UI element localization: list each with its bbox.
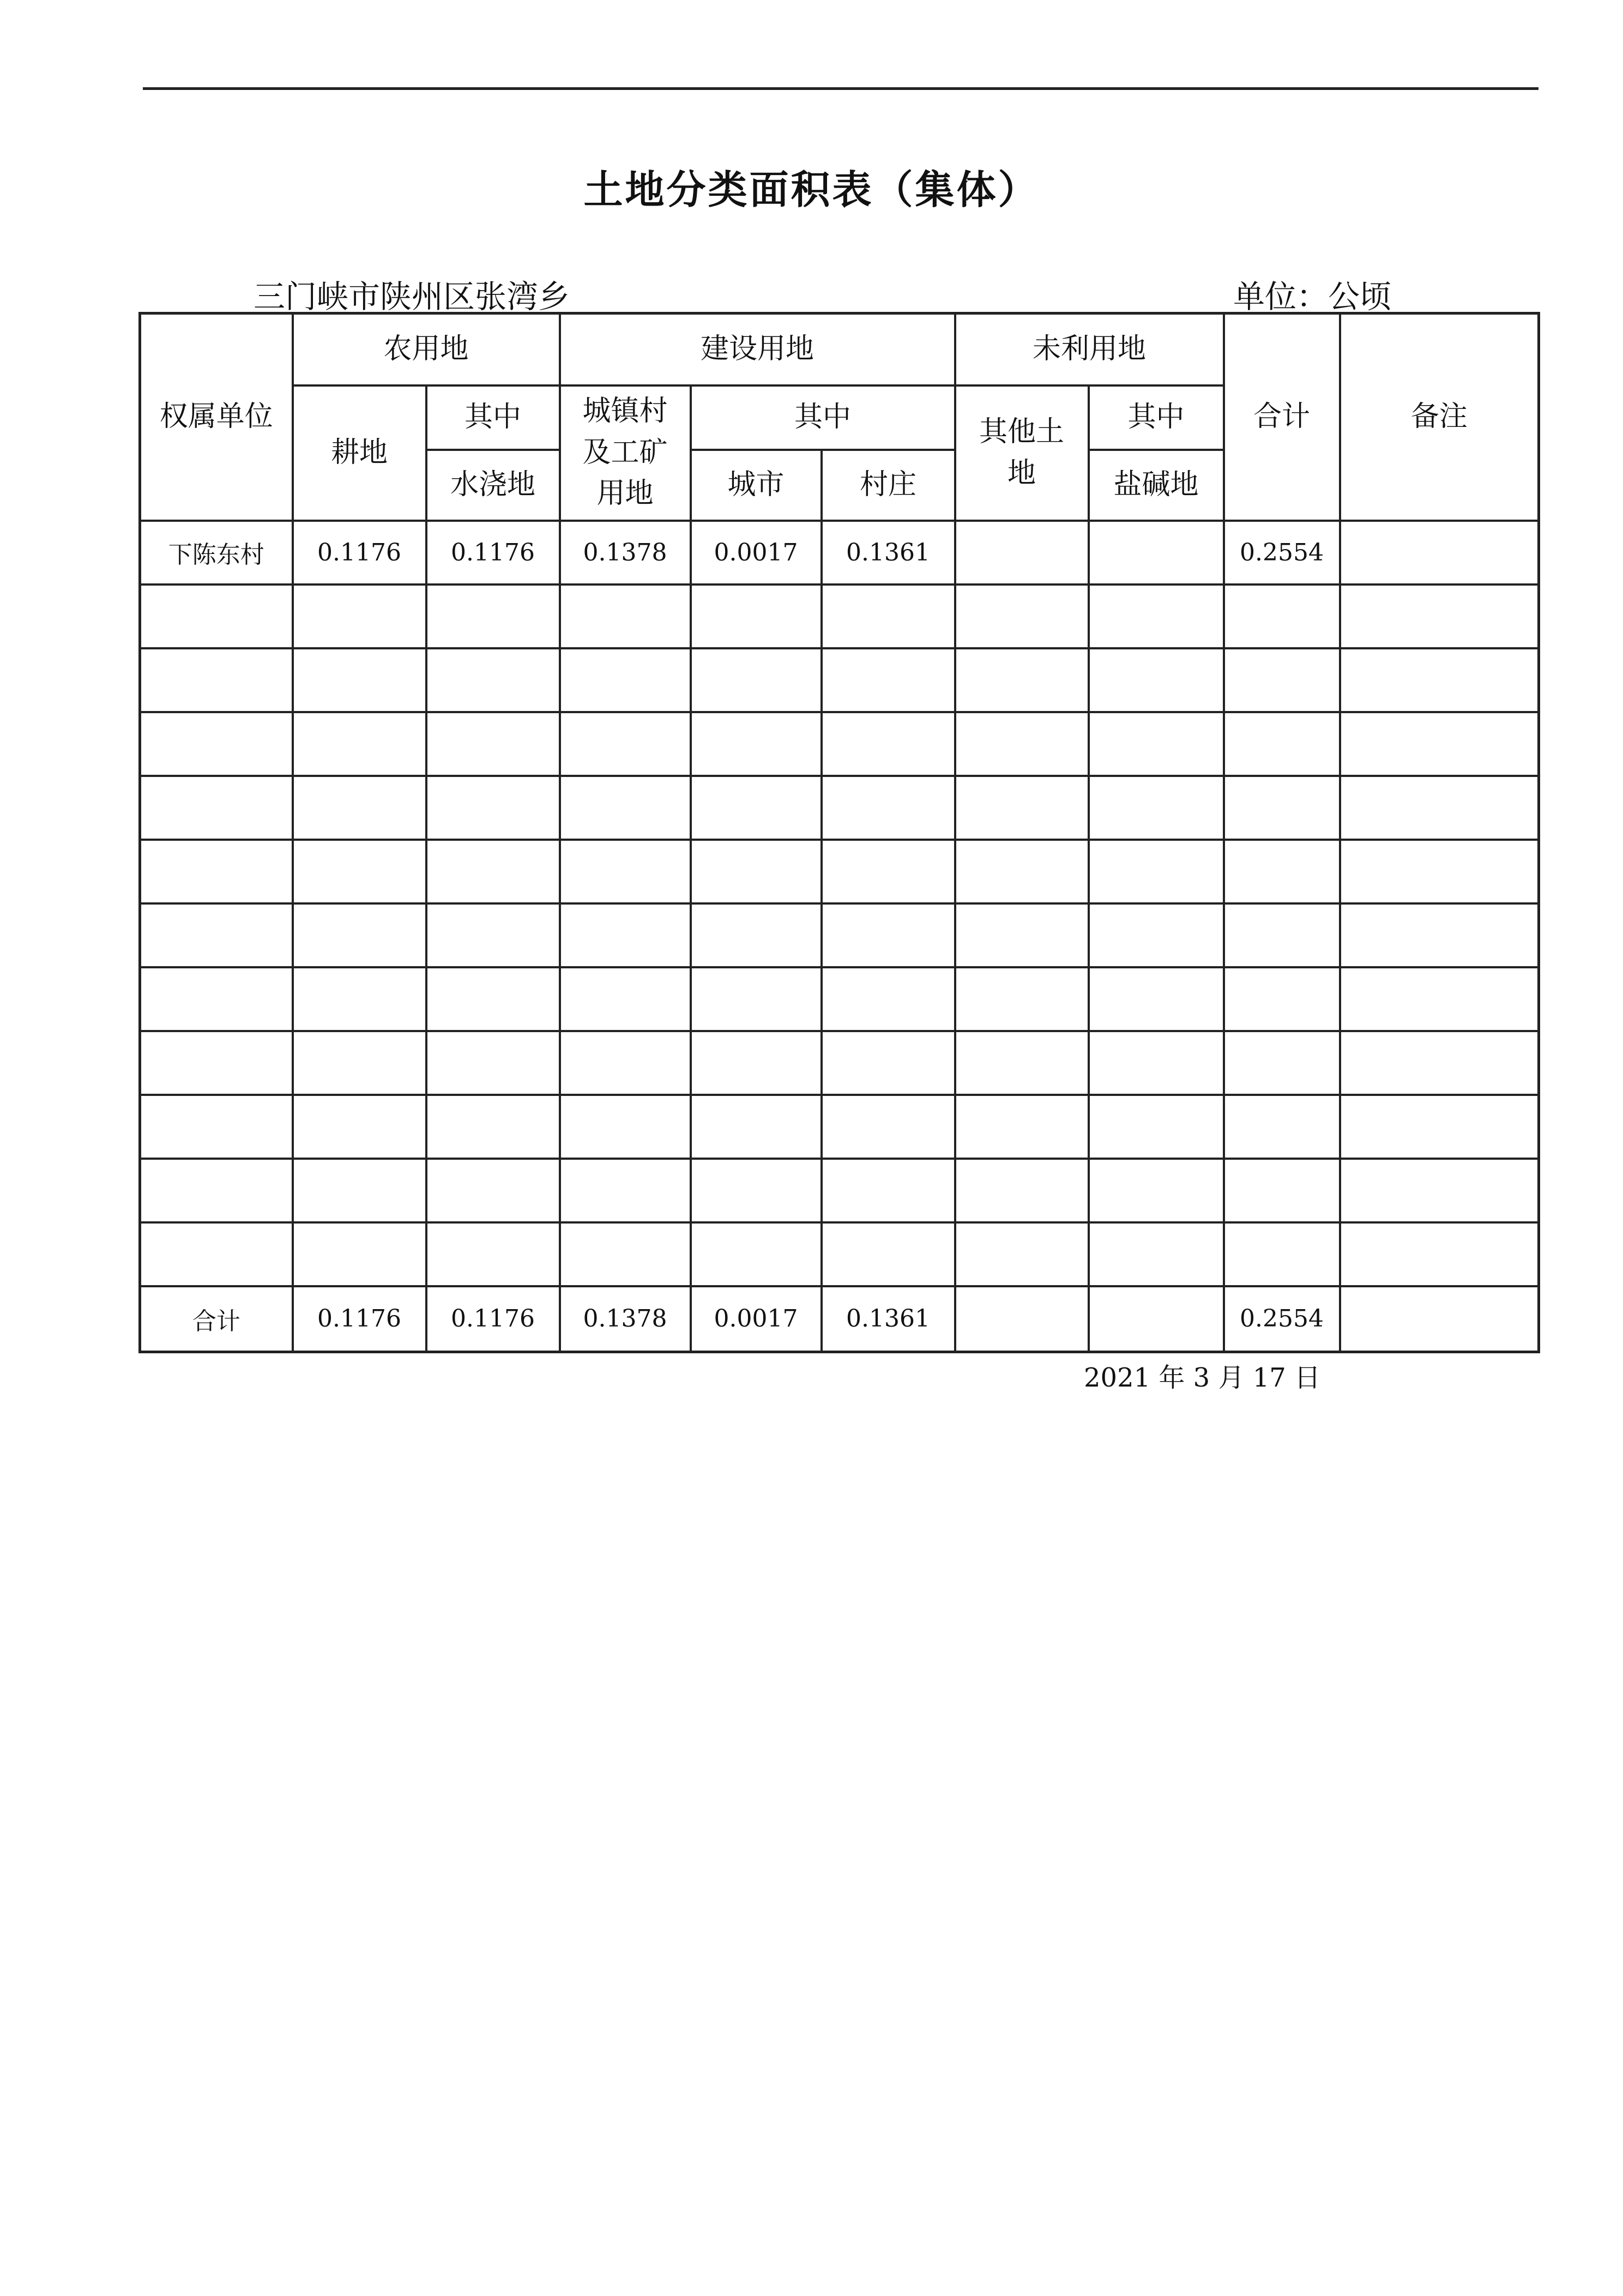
cell-city <box>691 840 822 903</box>
header-other-land-line-1: 其他土 <box>979 415 1065 449</box>
header-urban-village-mining-line-3: 用地 <box>596 477 654 510</box>
cell-total <box>1224 1095 1340 1159</box>
header-saline: 盐碱地 <box>1089 450 1224 521</box>
cell-irrigated <box>426 1159 560 1222</box>
header-owner: 权属单位 <box>140 314 293 521</box>
cell-saline <box>1089 584 1224 648</box>
total-remarks <box>1340 1286 1539 1352</box>
table-row <box>140 1095 1539 1159</box>
header-unused-of-which: 其中 <box>1089 385 1224 450</box>
cell-village <box>822 1159 955 1222</box>
header-agri-of-which: 其中 <box>426 385 560 450</box>
table-row <box>140 967 1539 1031</box>
total-total: 0.2554 <box>1224 1286 1340 1352</box>
cell-urban-village-mining <box>560 1159 691 1222</box>
header-urban-village-mining <box>560 385 691 521</box>
cell-irrigated <box>426 1222 560 1286</box>
cell-remarks <box>1340 1031 1539 1095</box>
cell-owner <box>140 584 293 648</box>
cell-city <box>691 903 822 967</box>
cell-urban-village-mining <box>560 840 691 903</box>
cell-owner <box>140 903 293 967</box>
cell-urban-village-mining <box>560 903 691 967</box>
cell-owner <box>140 840 293 903</box>
cell-village <box>822 712 955 776</box>
table-row <box>140 521 1539 584</box>
cell-saline <box>1089 1095 1224 1159</box>
cell-other-land <box>955 1031 1089 1095</box>
header-construction: 建设用地 <box>560 314 955 385</box>
cell-owner <box>140 776 293 840</box>
cell-other-land <box>955 648 1089 712</box>
cell-other-land <box>955 776 1089 840</box>
cell-irrigated <box>426 840 560 903</box>
cell-owner <box>140 712 293 776</box>
cell-irrigated: 0.1176 <box>426 521 560 584</box>
cell-remarks <box>1340 712 1539 776</box>
cell-city <box>691 1222 822 1286</box>
cell-city <box>691 712 822 776</box>
cell-city <box>691 1031 822 1095</box>
header-row-1 <box>140 314 1539 385</box>
header-village: 村庄 <box>822 450 955 521</box>
cell-remarks <box>1340 776 1539 840</box>
cell-village <box>822 840 955 903</box>
document-title: 土地分类面积表（集体） <box>583 167 1040 213</box>
cell-city <box>691 776 822 840</box>
header-agri: 农用地 <box>293 314 560 385</box>
total-city: 0.0017 <box>691 1286 822 1352</box>
cell-city <box>691 584 822 648</box>
total-row <box>140 1286 1539 1352</box>
cell-irrigated <box>426 1095 560 1159</box>
table-row <box>140 1031 1539 1095</box>
cell-cultivated <box>293 1222 426 1286</box>
cell-irrigated <box>426 776 560 840</box>
cell-urban-village-mining <box>560 712 691 776</box>
cell-cultivated: 0.1176 <box>293 521 426 584</box>
table-row <box>140 712 1539 776</box>
cell-owner <box>140 648 293 712</box>
cell-cultivated <box>293 776 426 840</box>
cell-urban-village-mining <box>560 1095 691 1159</box>
cell-total <box>1224 584 1340 648</box>
top-rule <box>143 87 1538 90</box>
cell-owner <box>140 1095 293 1159</box>
cell-other-land <box>955 1095 1089 1159</box>
cell-saline <box>1089 967 1224 1031</box>
cell-irrigated <box>426 903 560 967</box>
total-saline <box>1089 1286 1224 1352</box>
cell-saline <box>1089 648 1224 712</box>
cell-saline <box>1089 712 1224 776</box>
cell-remarks <box>1340 521 1539 584</box>
cell-cultivated <box>293 967 426 1031</box>
cell-cultivated <box>293 584 426 648</box>
cell-irrigated <box>426 584 560 648</box>
land-area-table <box>138 312 1540 1353</box>
cell-owner <box>140 967 293 1031</box>
header-other-land <box>955 385 1089 521</box>
header-construction-of-which: 其中 <box>691 385 955 450</box>
cell-other-land <box>955 1222 1089 1286</box>
cell-saline <box>1089 840 1224 903</box>
total-village: 0.1361 <box>822 1286 955 1352</box>
document-date: 2021 年 3 月 17 日 <box>1084 1363 1321 1393</box>
cell-other-land <box>955 521 1089 584</box>
cell-saline <box>1089 1222 1224 1286</box>
header-irrigated: 水浇地 <box>426 450 560 521</box>
cell-cultivated <box>293 712 426 776</box>
header-total: 合计 <box>1224 314 1340 521</box>
table-row <box>140 1222 1539 1286</box>
cell-total <box>1224 776 1340 840</box>
cell-urban-village-mining <box>560 1031 691 1095</box>
cell-village: 0.1361 <box>822 521 955 584</box>
cell-urban-village-mining <box>560 776 691 840</box>
unit-label: 单位：公顷 <box>1233 278 1392 315</box>
cell-village <box>822 967 955 1031</box>
table-row <box>140 903 1539 967</box>
cell-village <box>822 1095 955 1159</box>
cell-remarks <box>1340 1222 1539 1286</box>
cell-irrigated <box>426 648 560 712</box>
cell-city <box>691 1095 822 1159</box>
cell-remarks <box>1340 584 1539 648</box>
cell-remarks <box>1340 840 1539 903</box>
cell-total <box>1224 1222 1340 1286</box>
total-owner: 合计 <box>140 1286 293 1352</box>
cell-cultivated <box>293 648 426 712</box>
header-unused: 未利用地 <box>955 314 1224 385</box>
table-row <box>140 840 1539 903</box>
cell-other-land <box>955 903 1089 967</box>
cell-total <box>1224 840 1340 903</box>
cell-city <box>691 648 822 712</box>
cell-irrigated <box>426 967 560 1031</box>
header-urban-village-mining-line-2: 及工矿 <box>582 436 668 469</box>
table-row <box>140 776 1539 840</box>
cell-saline <box>1089 903 1224 967</box>
cell-owner <box>140 1159 293 1222</box>
cell-remarks <box>1340 648 1539 712</box>
total-urban-village-mining: 0.1378 <box>560 1286 691 1352</box>
cell-urban-village-mining <box>560 967 691 1031</box>
cell-irrigated <box>426 712 560 776</box>
table-row <box>140 648 1539 712</box>
cell-remarks <box>1340 903 1539 967</box>
cell-village <box>822 1222 955 1286</box>
total-irrigated: 0.1176 <box>426 1286 560 1352</box>
cell-village <box>822 903 955 967</box>
cell-city: 0.0017 <box>691 521 822 584</box>
header-remarks: 备注 <box>1340 314 1539 521</box>
table-row <box>140 1159 1539 1222</box>
cell-saline <box>1089 521 1224 584</box>
cell-village <box>822 776 955 840</box>
region-label: 三门峡市陕州区张湾乡 <box>254 278 570 315</box>
cell-city <box>691 1159 822 1222</box>
cell-other-land <box>955 967 1089 1031</box>
table-row <box>140 584 1539 648</box>
cell-remarks <box>1340 1159 1539 1222</box>
header-cultivated: 耕地 <box>293 385 426 521</box>
cell-total <box>1224 1031 1340 1095</box>
cell-owner <box>140 1031 293 1095</box>
cell-cultivated <box>293 840 426 903</box>
cell-owner <box>140 1222 293 1286</box>
total-other-land <box>955 1286 1089 1352</box>
cell-saline <box>1089 776 1224 840</box>
cell-village <box>822 1031 955 1095</box>
cell-village <box>822 584 955 648</box>
header-city: 城市 <box>691 450 822 521</box>
cell-total <box>1224 1159 1340 1222</box>
cell-total <box>1224 967 1340 1031</box>
cell-total <box>1224 648 1340 712</box>
cell-total <box>1224 903 1340 967</box>
cell-remarks <box>1340 967 1539 1031</box>
cell-cultivated <box>293 1095 426 1159</box>
cell-total <box>1224 712 1340 776</box>
cell-city <box>691 967 822 1031</box>
total-cultivated: 0.1176 <box>293 1286 426 1352</box>
cell-urban-village-mining <box>560 1222 691 1286</box>
cell-cultivated <box>293 1159 426 1222</box>
cell-saline <box>1089 1031 1224 1095</box>
cell-urban-village-mining: 0.1378 <box>560 521 691 584</box>
cell-other-land <box>955 840 1089 903</box>
cell-saline <box>1089 1159 1224 1222</box>
cell-other-land <box>955 584 1089 648</box>
cell-other-land <box>955 1159 1089 1222</box>
cell-total: 0.2554 <box>1224 521 1340 584</box>
cell-cultivated <box>293 903 426 967</box>
cell-cultivated <box>293 1031 426 1095</box>
cell-remarks <box>1340 1095 1539 1159</box>
cell-owner: 下陈东村 <box>140 521 293 584</box>
cell-other-land <box>955 712 1089 776</box>
cell-irrigated <box>426 1031 560 1095</box>
cell-urban-village-mining <box>560 584 691 648</box>
cell-village <box>822 648 955 712</box>
header-urban-village-mining-line-1: 城镇村 <box>582 395 668 428</box>
header-other-land-line-2: 地 <box>1007 456 1036 490</box>
cell-urban-village-mining <box>560 648 691 712</box>
